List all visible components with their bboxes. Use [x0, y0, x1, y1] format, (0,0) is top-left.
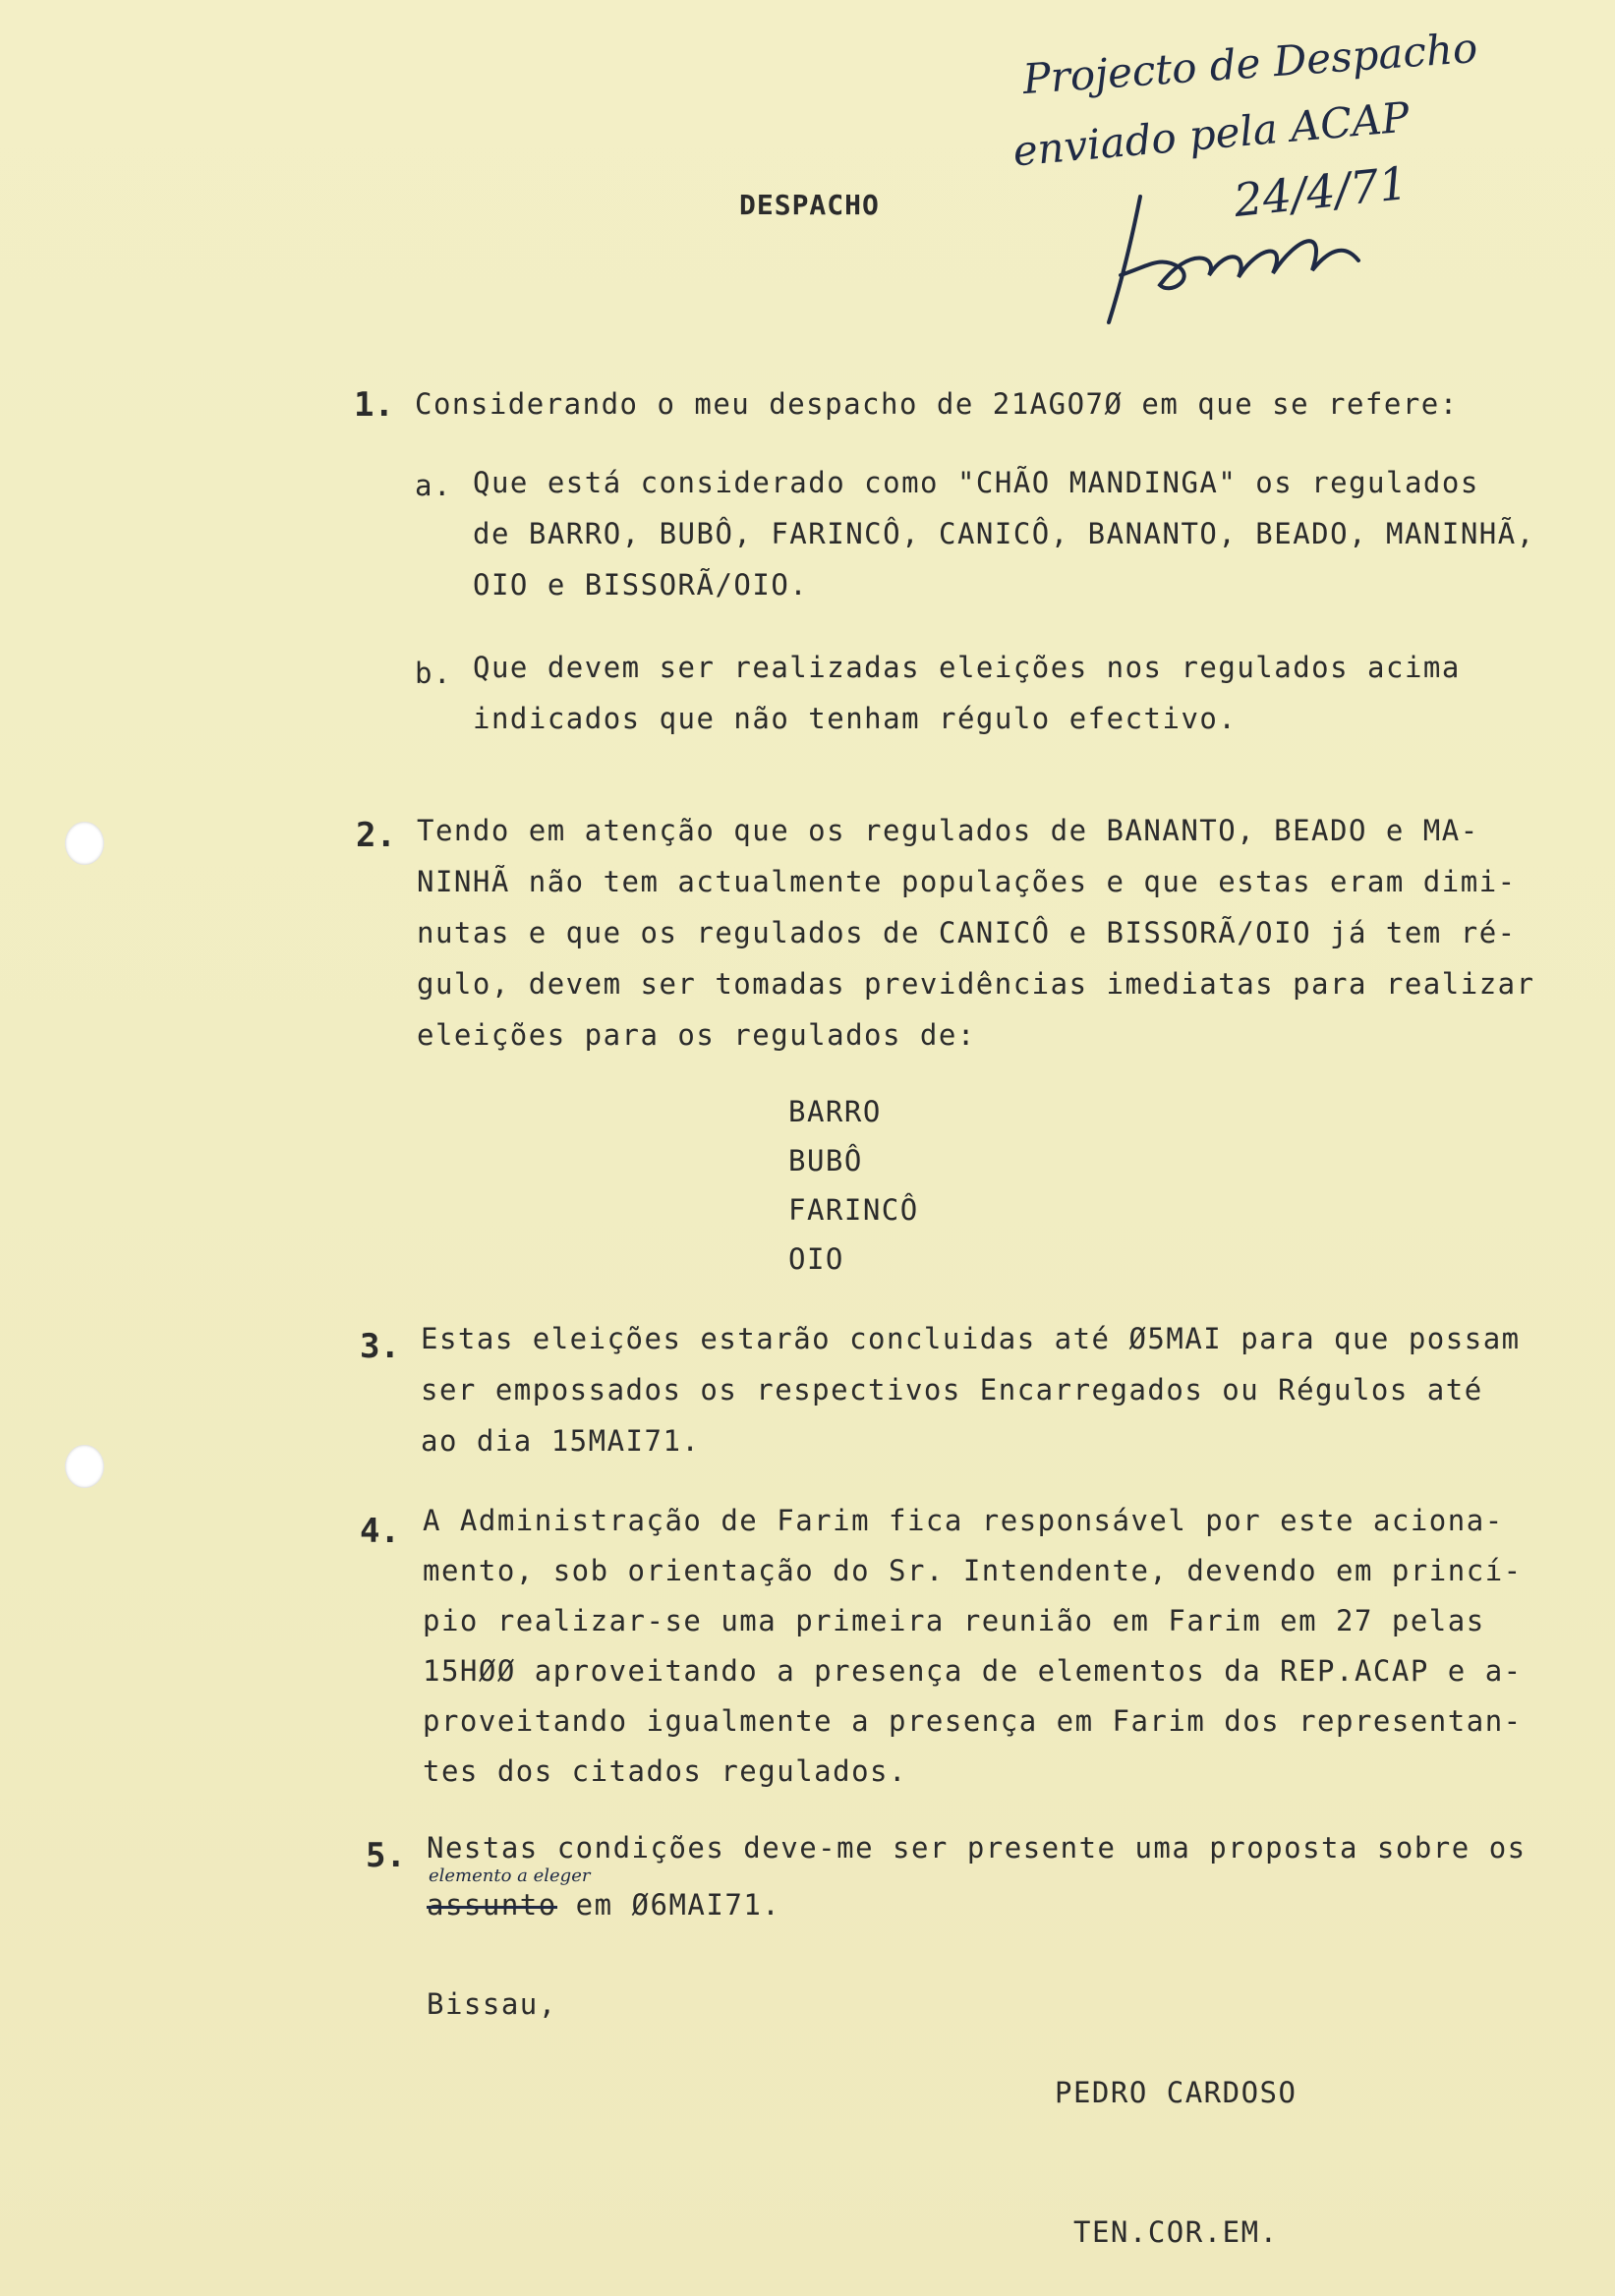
handwritten-signature	[1101, 187, 1396, 334]
item-number-5: 5.	[366, 1836, 406, 1875]
item-number-1: 1.	[354, 385, 394, 425]
handwritten-annotation-line1: Projecto de Despacho	[1020, 23, 1479, 104]
handwritten-insertion: elemento a eleger	[429, 1866, 591, 1886]
item-4-line: pio realizar-se uma primeira reunião em Farim em 27 pelas	[423, 1604, 1485, 1637]
item-2-line: nutas e que os regulados de CANICÔ e BISSORÃ/OIO já tem ré-	[417, 916, 1517, 949]
item-a-label: a.	[415, 469, 452, 502]
item-5-line2	[427, 1888, 780, 1922]
item-number-4: 4.	[360, 1512, 400, 1551]
punch-hole	[65, 1445, 104, 1488]
item-b-line: indicados que não tenham régulo efectivo.	[473, 702, 1238, 735]
item-a-line: Que está considerado como "CHÃO MANDINGA" os regulados	[473, 466, 1479, 499]
item-4-line: proveitando igualmente a presença em Farim dos representan-	[423, 1704, 1523, 1738]
item-a-line: de BARRO, BUBÔ, FARINCÔ, CANICÔ, BANANTO, BEADO, MANINHÃ,	[473, 517, 1535, 550]
regulado-name: OIO	[788, 1242, 844, 1276]
place: Bissau,	[427, 1987, 557, 2021]
item-3-line: Estas eleições estarão concluidas até Ø5MAI para que possam	[421, 1322, 1521, 1355]
signatory-name: PEDRO CARDOSO	[1055, 2076, 1298, 2109]
signatory-rank: TEN.COR.EM.	[1073, 2215, 1279, 2249]
regulado-name: FARINCÔ	[788, 1193, 919, 1227]
struck-word: assunto	[427, 1888, 557, 1922]
regulado-name: BUBÔ	[788, 1144, 863, 1177]
document-title: DESPACHO	[739, 189, 880, 221]
item-2-line: gulo, devem ser tomadas previdências imediatas para realizar	[417, 967, 1535, 1001]
punch-hole	[65, 822, 104, 865]
item-2-line: NINHÃ não tem actualmente populações e que estas eram dimi-	[417, 865, 1517, 898]
item-1-text: Considerando o meu despacho de 21AGO7Ø em que se refere:	[415, 387, 1459, 421]
item-number-2: 2.	[356, 816, 396, 855]
handwritten-annotation-line2: enviado pela ACAP	[1010, 92, 1412, 176]
handwritten-date: 24/4/71	[1231, 155, 1411, 228]
item-5-line2-rest: em Ø6MAI71.	[556, 1888, 781, 1922]
item-2-line: eleições para os regulados de:	[417, 1018, 976, 1052]
item-4-line: A Administração de Farim fica responsável por este aciona-	[423, 1504, 1504, 1537]
item-4-line: mento, sob orientação do Sr. Intendente, devendo em princí-	[423, 1554, 1523, 1587]
item-5-line: Nestas condições deve-me ser presente uma proposta sobre os	[427, 1831, 1527, 1865]
item-3-line: ser empossados os respectivos Encarregados ou Régulos até	[421, 1373, 1483, 1406]
regulado-name: BARRO	[788, 1095, 882, 1128]
item-3-line: ao dia 15MAI71.	[421, 1424, 701, 1458]
item-number-3: 3.	[360, 1327, 400, 1366]
item-a-line: OIO e BISSORÃ/OIO.	[473, 568, 809, 602]
item-2-line: Tendo em atenção que os regulados de BANANTO, BEADO e MA-	[417, 814, 1479, 847]
item-4-line: 15HØØ aproveitando a presença de elementos da REP.ACAP e a-	[423, 1654, 1523, 1688]
item-b-line: Que devem ser realizadas eleições nos regulados acima	[473, 651, 1461, 684]
item-4-line: tes dos citados regulados.	[423, 1754, 907, 1788]
item-b-label: b.	[415, 657, 452, 690]
